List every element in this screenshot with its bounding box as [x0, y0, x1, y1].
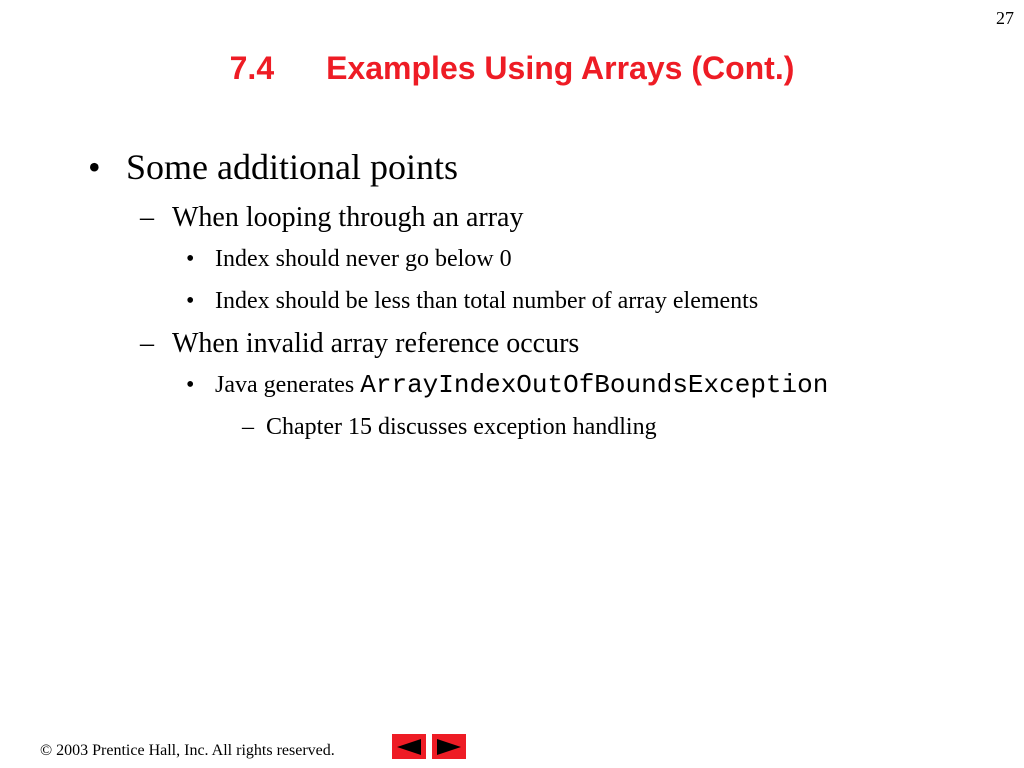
bullet-level1 — [88, 146, 458, 188]
bullet-level3 — [186, 288, 758, 315]
dash-marker: – — [140, 328, 154, 359]
bullet-text: Chapter 15 discusses exception handling — [266, 414, 657, 440]
bullet-text: Java generates — [215, 372, 361, 398]
bullet-level4 — [242, 414, 657, 441]
bullet-level2 — [140, 328, 579, 360]
dash-marker: – — [242, 414, 254, 440]
code-text: ArrayIndexOutOfBoundsException — [360, 370, 829, 400]
copyright-text: 2003 Prentice Hall, Inc. All rights reserved. — [52, 742, 335, 759]
next-slide-button[interactable] — [432, 734, 466, 759]
bullet-level2 — [140, 202, 523, 234]
copyright-symbol: © — [40, 742, 53, 759]
bullet-text: When looping through an array — [172, 202, 524, 233]
bullet-marker: • — [186, 246, 195, 272]
left-arrow-icon — [396, 738, 422, 756]
bullet-text: Some additional points — [126, 147, 458, 187]
right-arrow-icon — [436, 738, 462, 756]
slide-navigation — [392, 734, 466, 759]
page-number: 27 — [996, 8, 1014, 28]
bullet-text: Index should be less than total number of array elements — [215, 288, 759, 314]
bullet-text: Index should never go below 0 — [215, 246, 512, 272]
previous-slide-button[interactable] — [392, 734, 426, 759]
bullet-marker: • — [186, 288, 195, 314]
dash-marker: – — [140, 202, 154, 233]
section-title: Examples Using Arrays (Cont.) — [326, 50, 795, 86]
bullet-marker: • — [88, 147, 101, 187]
section-number: 7.4 — [229, 50, 275, 86]
slide-title — [0, 50, 1024, 87]
bullet-text: When invalid array reference occurs — [172, 328, 580, 359]
footer-copyright — [40, 742, 335, 760]
bullet-level3 — [186, 246, 512, 273]
bullet-level3 — [186, 370, 828, 400]
bullet-marker: • — [186, 372, 195, 398]
